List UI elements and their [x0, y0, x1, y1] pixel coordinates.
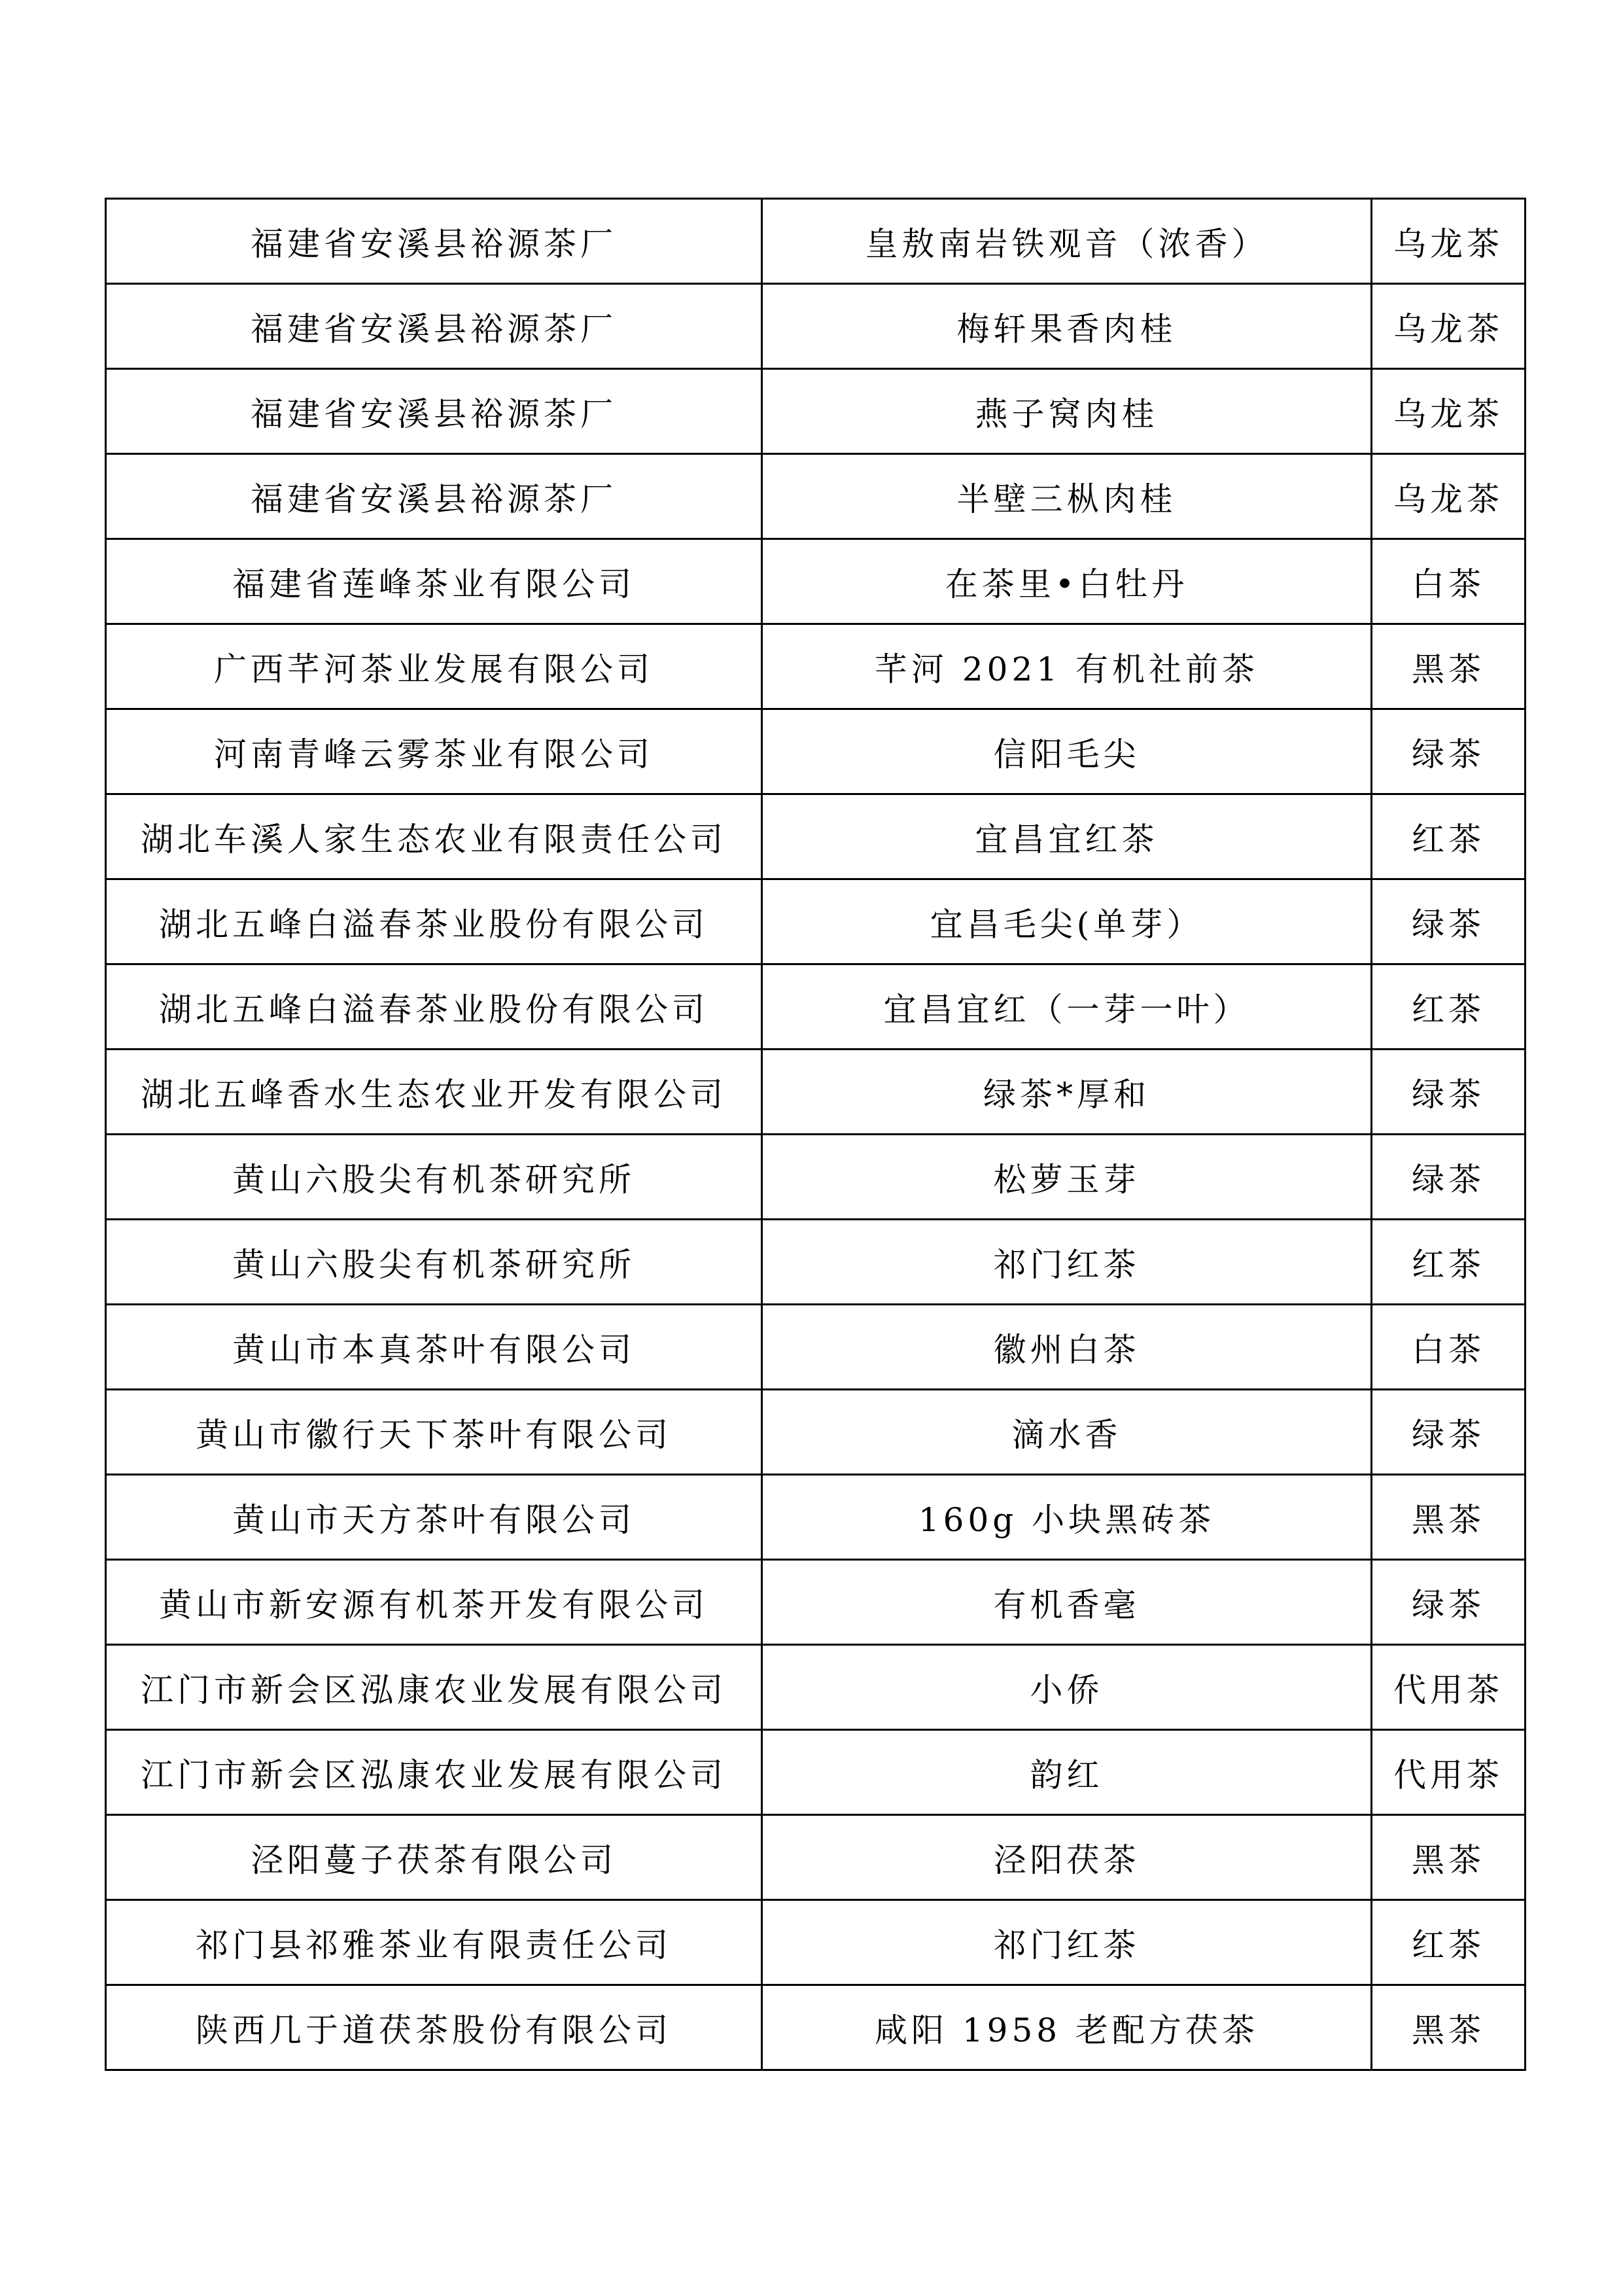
category-cell: 黑茶 — [1372, 1475, 1526, 1560]
table-row — [106, 539, 1526, 624]
table-row — [106, 1900, 1526, 1985]
product-cell: 祁门红茶 — [762, 1900, 1372, 1985]
table-body — [106, 199, 1526, 2070]
company-cell: 河南青峰云雾茶业有限公司 — [106, 709, 762, 794]
category-cell: 绿茶 — [1372, 1390, 1526, 1475]
company-cell: 福建省安溪县裕源茶厂 — [106, 284, 762, 369]
company-cell: 黄山市天方茶叶有限公司 — [106, 1475, 762, 1560]
product-cell: 滴水香 — [762, 1390, 1372, 1475]
product-cell: 宜昌宜红茶 — [762, 794, 1372, 879]
company-cell: 福建省安溪县裕源茶厂 — [106, 369, 762, 454]
company-cell: 祁门县祁雅茶业有限责任公司 — [106, 1900, 762, 1985]
company-cell: 福建省安溪县裕源茶厂 — [106, 454, 762, 539]
product-cell: 梅轩果香肉桂 — [762, 284, 1372, 369]
company-cell: 福建省安溪县裕源茶厂 — [106, 199, 762, 284]
product-cell: 小侨 — [762, 1645, 1372, 1730]
table-row — [106, 964, 1526, 1050]
product-cell: 宜昌毛尖(单芽） — [762, 879, 1372, 964]
company-cell: 湖北五峰白溢春茶业股份有限公司 — [106, 879, 762, 964]
table-row — [106, 709, 1526, 794]
company-cell: 湖北五峰白溢春茶业股份有限公司 — [106, 964, 762, 1050]
table-row — [106, 624, 1526, 709]
product-cell: 咸阳 1958 老配方茯茶 — [762, 1985, 1372, 2070]
table-row — [106, 1730, 1526, 1815]
category-cell: 绿茶 — [1372, 879, 1526, 964]
category-cell: 红茶 — [1372, 964, 1526, 1050]
product-cell: 韵红 — [762, 1730, 1372, 1815]
category-cell: 黑茶 — [1372, 1985, 1526, 2070]
company-cell: 泾阳蔓子茯茶有限公司 — [106, 1815, 762, 1900]
category-cell: 乌龙茶 — [1372, 454, 1526, 539]
category-cell: 黑茶 — [1372, 1815, 1526, 1900]
category-cell: 乌龙茶 — [1372, 199, 1526, 284]
category-cell: 代用茶 — [1372, 1730, 1526, 1815]
category-cell: 绿茶 — [1372, 1135, 1526, 1220]
category-cell: 绿茶 — [1372, 1560, 1526, 1645]
table-row — [106, 1475, 1526, 1560]
company-cell: 陕西几于道茯茶股份有限公司 — [106, 1985, 762, 2070]
table-row — [106, 879, 1526, 964]
company-cell: 黄山市新安源有机茶开发有限公司 — [106, 1560, 762, 1645]
company-cell: 湖北车溪人家生态农业有限责任公司 — [106, 794, 762, 879]
product-cell: 泾阳茯茶 — [762, 1815, 1372, 1900]
company-cell: 黄山市本真茶叶有限公司 — [106, 1305, 762, 1390]
table-row — [106, 1645, 1526, 1730]
product-cell: 宜昌宜红（一芽一叶） — [762, 964, 1372, 1050]
category-cell: 乌龙茶 — [1372, 369, 1526, 454]
table-row — [106, 794, 1526, 879]
product-cell: 在茶里•白牡丹 — [762, 539, 1372, 624]
table-row — [106, 1050, 1526, 1135]
category-cell: 白茶 — [1372, 1305, 1526, 1390]
category-cell: 红茶 — [1372, 794, 1526, 879]
table-row — [106, 454, 1526, 539]
company-cell: 江门市新会区泓康农业发展有限公司 — [106, 1645, 762, 1730]
category-cell: 绿茶 — [1372, 1050, 1526, 1135]
category-cell: 白茶 — [1372, 539, 1526, 624]
product-cell: 信阳毛尖 — [762, 709, 1372, 794]
category-cell: 黑茶 — [1372, 624, 1526, 709]
product-cell: 绿茶*厚和 — [762, 1050, 1372, 1135]
category-cell: 绿茶 — [1372, 709, 1526, 794]
tea-product-table — [105, 198, 1526, 2071]
category-cell: 代用茶 — [1372, 1645, 1526, 1730]
company-cell: 黄山市徽行天下茶叶有限公司 — [106, 1390, 762, 1475]
company-cell: 广西芊河茶业发展有限公司 — [106, 624, 762, 709]
company-cell: 江门市新会区泓康农业发展有限公司 — [106, 1730, 762, 1815]
table-row — [106, 1135, 1526, 1220]
company-cell: 湖北五峰香水生态农业开发有限公司 — [106, 1050, 762, 1135]
company-cell: 黄山六股尖有机茶研究所 — [106, 1220, 762, 1305]
category-cell: 乌龙茶 — [1372, 284, 1526, 369]
table-row — [106, 1220, 1526, 1305]
company-cell: 福建省莲峰茶业有限公司 — [106, 539, 762, 624]
product-cell: 有机香毫 — [762, 1560, 1372, 1645]
table-row — [106, 284, 1526, 369]
category-cell: 红茶 — [1372, 1900, 1526, 1985]
table-row — [106, 1390, 1526, 1475]
product-cell: 徽州白茶 — [762, 1305, 1372, 1390]
product-cell: 祁门红茶 — [762, 1220, 1372, 1305]
company-cell: 黄山六股尖有机茶研究所 — [106, 1135, 762, 1220]
table-row — [106, 369, 1526, 454]
table-row — [106, 199, 1526, 284]
product-cell: 芊河 2021 有机社前茶 — [762, 624, 1372, 709]
product-cell: 皇敖南岩铁观音（浓香） — [762, 199, 1372, 284]
category-cell: 红茶 — [1372, 1220, 1526, 1305]
table-row — [106, 1305, 1526, 1390]
product-cell: 半壁三枞肉桂 — [762, 454, 1372, 539]
product-cell: 160g 小块黑砖茶 — [762, 1475, 1372, 1560]
table-row — [106, 1815, 1526, 1900]
product-cell: 松萝玉芽 — [762, 1135, 1372, 1220]
table-row — [106, 1560, 1526, 1645]
table-row — [106, 1985, 1526, 2070]
product-cell: 燕子窝肉桂 — [762, 369, 1372, 454]
